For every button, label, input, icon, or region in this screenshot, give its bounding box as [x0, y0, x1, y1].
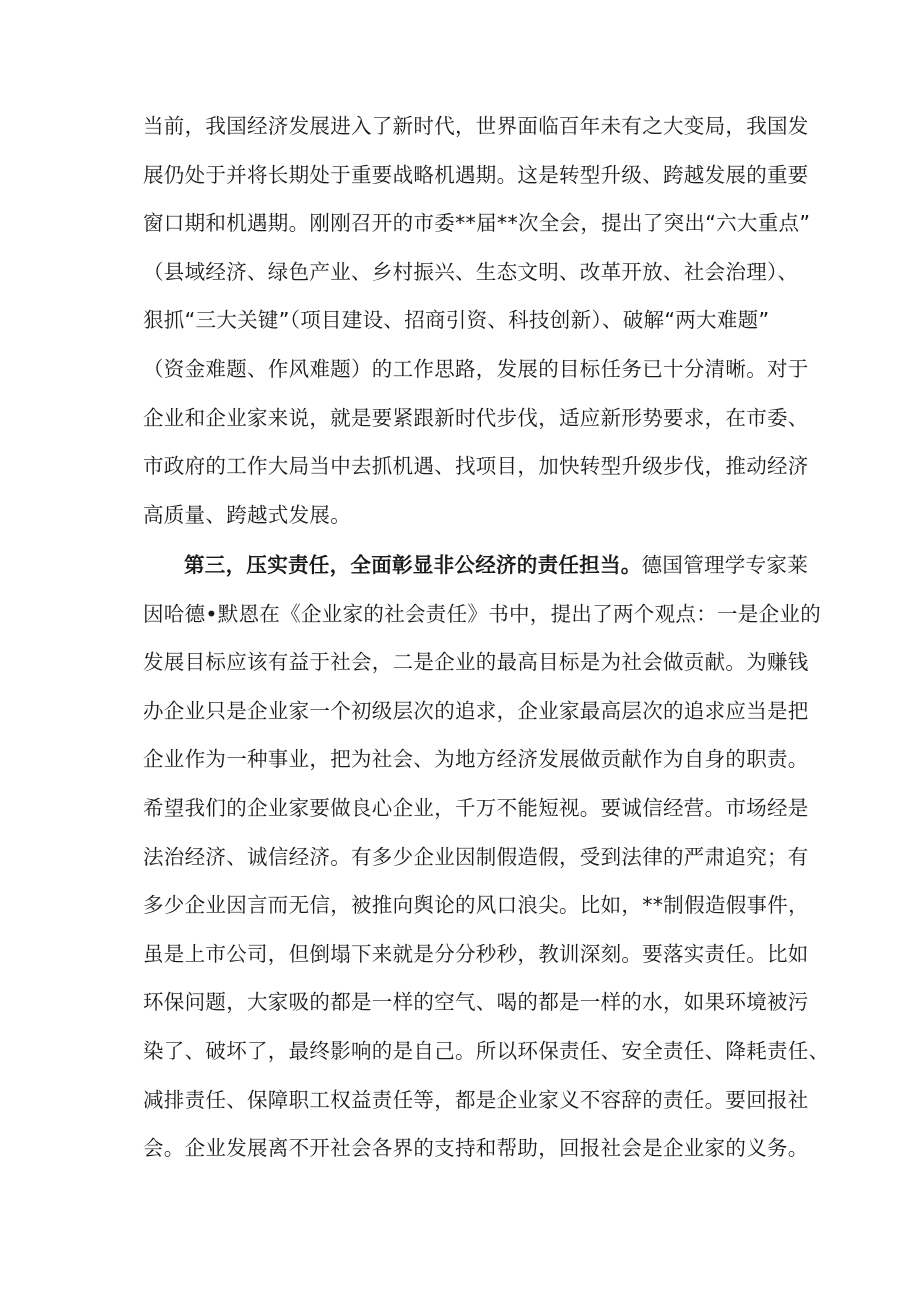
text-line: 因哈德•默恩在《企业家的社会责任》书中，提出了两个观点：一是企业的: [143, 601, 821, 626]
text-line: 减排责任、保障职工权益责任等，都是企业家义不容辞的责任。要回报社: [143, 1087, 809, 1112]
text-line-first: [143, 541, 809, 590]
text-line: 染了、破坏了，最终影响的是自己。所以环保责任、安全责任、降耗责任、: [143, 1038, 830, 1063]
text-line: 高质量、跨越式发展。: [143, 502, 351, 527]
text-line: 发展目标应该有益于社会，二是企业的最高目标是为社会做贡献。为赚钱: [143, 650, 809, 675]
heading-continuation: 德国管理学专家莱: [641, 553, 809, 577]
text-line: 会。企业发展离不开社会各界的支持和帮助，回报社会是企业家的义务。: [143, 1136, 809, 1161]
text-line: 希望我们的企业家要做良心企业，千万不能短视。要诚信经营。市场经是: [143, 795, 809, 820]
paragraph-responsibility: [143, 541, 830, 1173]
text-line: 法治经济、诚信经济。有多少企业因制假造假，受到法律的严肃追究；有: [143, 844, 809, 869]
text-line: 办企业只是企业家一个初级层次的追求，企业家最高层次的追求应当是把: [143, 698, 809, 723]
text-line: （县域经济、绿色产业、乡村振兴、生态文明、改革开放、社会治理）、: [143, 259, 799, 284]
text-line: 环保问题，大家吸的都是一样的空气、喝的都是一样的水，如果环境被污: [143, 990, 809, 1015]
text-line: 展仍处于并将长期处于重要战略机遇期。这是转型升级、跨越发展的重要: [143, 162, 809, 187]
text-line: 多少企业因言而无信，被推向舆论的风口浪尖。比如，**制假造假事件，: [143, 893, 809, 918]
text-line: 当前，我国经济发展进入了新时代，世界面临百年未有之大变局，我国发: [143, 114, 809, 138]
text-line: 窗口期和机遇期。刚刚召开的市委**届**次全会，提出了突出“六大重点”: [143, 211, 811, 236]
text-line: 虽是上市公司，但倒塌下来就是分分秒秒，教训深刻。要落实责任。比如: [143, 941, 809, 966]
text-line: 企业和企业家来说，就是要紧跟新时代步伐，适应新形势要求，在市委、: [143, 405, 809, 430]
text-line: 企业作为一种事业，把为社会、为地方经济发展做贡献作为自身的职责。: [143, 747, 809, 772]
text-line: 市政府的工作大局当中去抓机遇、找项目，加快转型升级步伐，推动经济: [143, 454, 809, 479]
text-line: 狠抓“三大关键”（项目建设、招商引资、科技创新）、破解“两大难题”: [143, 308, 770, 333]
section-heading: 第三，压实责任，全面彰显非公经济的责任担当。: [184, 553, 642, 577]
text-line: （资金难题、作风难题）的工作思路，发展的目标任务已十分清晰。对于: [143, 356, 809, 381]
paragraph-economic-development: [143, 102, 811, 539]
